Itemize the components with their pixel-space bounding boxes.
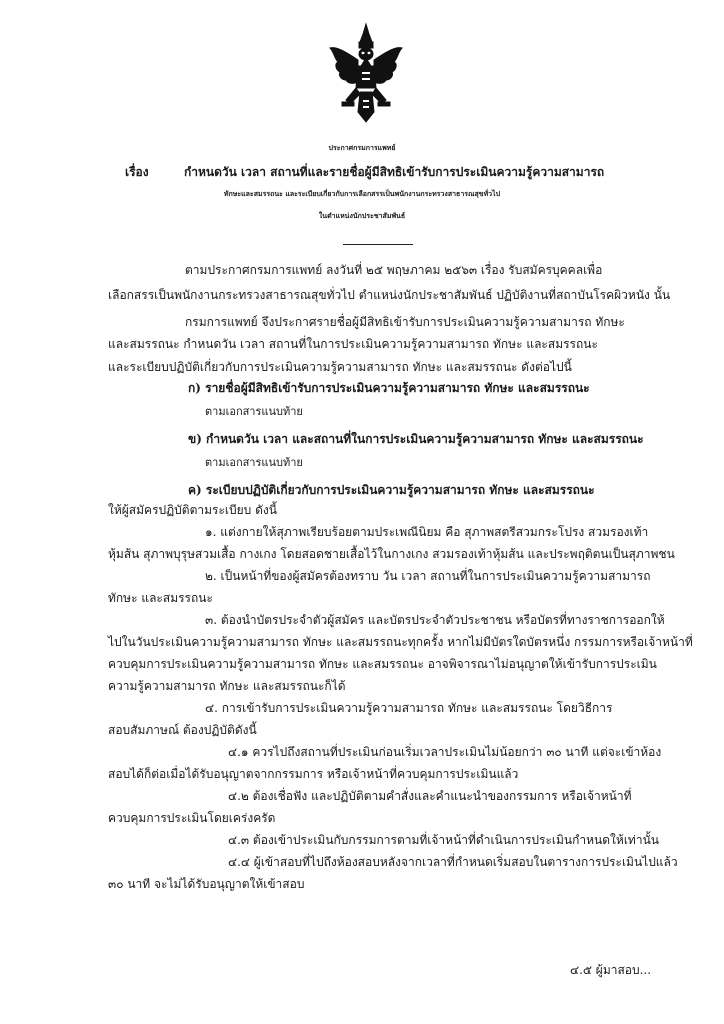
paragraph-2-line-2: และสมรรถนะ กำหนดวัน เวลา สถานที่ในการประเมินความรู้ความสามารถ ทักษะ และสมรรถนะ xyxy=(108,337,598,351)
section-a-heading: ก) รายชื่อผู้มีสิทธิเข้ารับการประเมินความรู้ความสามารถ ทักษะ และสมรรถนะ xyxy=(188,381,590,395)
subject-line-2: ทักษะและสมรรถนะ และระเบียบเกี่ยวกับการเลือกสรรเป็นพนักงานกระทรวงสาธารณสุขทั่วไป xyxy=(223,189,501,198)
item-3-line-4: ความรู้ความสามารถ ทักษะ และสมรรถนะก็ได้ xyxy=(108,679,346,693)
section-b-text: ตามเอกสารแนบท้าย xyxy=(205,456,303,469)
paragraph-1-line-1: ตามประกาศกรมการแพทย์ ลงวันที่ ๒๕ พฤษภาคม ๒๕๖๓ เรื่อง รับสมัครบุคคลเพื่อ xyxy=(185,263,603,277)
section-c-intro: ให้ผู้สมัครปฏิบัติตามระเบียบ ดังนี้ xyxy=(108,503,277,517)
section-b-heading: ข) กำหนดวัน เวลา และสถานที่ในการประเมินความรู้ความสามารถ ทักษะ และสมรรถนะ xyxy=(188,432,644,446)
item-4-2-line-1: ๔.๒ ต้องเชื่อฟัง และปฏิบัติตามคำสั่งและคำแนะนำของกรรมการ หรือเจ้าหน้าที่ xyxy=(228,789,632,803)
page-continuation: ๔.๕ ผู้มาสอบ... xyxy=(570,963,652,977)
item-1-line-1: ๑. แต่งกายให้สุภาพเรียบร้อยตามประเพณีนิยม คือ สุภาพสตรีสวมกระโปรง สวมรองเท้า xyxy=(205,525,649,539)
item-4-line-1: ๔. การเข้ารับการประเมินความรู้ความสามารถ ทักษะ และสมรรถนะ โดยวิธีการ xyxy=(205,701,613,715)
subject-line-3: ในตำแหน่งนักประชาสัมพันธ์ xyxy=(318,211,406,220)
item-2-line-2: ทักษะ และสมรรถนะ xyxy=(108,591,213,605)
item-4-4-line-1: ๔.๔ ผู้เข้าสอบที่ไปถึงห้องสอบหลังจากเวลาที่กำหนดเริ่มสอบในตารางการประเมินไปแล้ว xyxy=(228,855,678,869)
announcement-title: ประกาศกรมการแพทย์ xyxy=(328,143,396,152)
item-1-line-2: หุ้มส้น สุภาพบุรุษสวมเสื้อ กางเกง โดยสอดชายเสื้อไว้ในกางเกง สวมรองเท้าหุ้มส้น และประพฤติตนเป็นสุภาพชน xyxy=(108,547,675,561)
item-4-line-2: สอบสัมภาษณ์ ต้องปฏิบัติดังนี้ xyxy=(108,723,257,737)
item-4-1-line-1: ๔.๑ ควรไปถึงสถานที่ประเมินก่อนเริ่มเวลาประเมินไม่น้อยกว่า ๓๐ นาที แต่จะเข้าห้อง xyxy=(228,745,662,759)
item-4-3-line-1: ๔.๓ ต้องเข้าประเมินกับกรรมการตามที่เจ้าหน้าที่ดำเนินการประเมินกำหนดให้เท่านั้น xyxy=(228,833,659,847)
item-3-line-3: ควบคุมการประเมินความรู้ความสามารถ ทักษะ และสมรรถนะ อาจพิจารณาไม่อนุญาตให้เข้ารับการประเมิน xyxy=(108,657,657,671)
paragraph-2-line-1: กรมการแพทย์ จึงประกาศรายชื่อผู้มีสิทธิเข้ารับการประเมินความรู้ความสามารถ ทักษะ xyxy=(185,315,625,329)
section-c-heading: ค) ระเบียบปฏิบัติเกี่ยวกับการประเมินความรู้ความสามารถ ทักษะ และสมรรถนะ xyxy=(188,483,595,497)
item-4-2-line-2: ควบคุมการประเมินโดยเคร่งครัด xyxy=(108,811,276,825)
item-3-line-2: ไปในวันประเมินความรู้ความสามารถ ทักษะ และสมรรถนะทุกครั้ง หากไม่มีบัตรใดบัตรหนึ่ง กรรมการหรือเจ้าหน้าที่ xyxy=(108,635,693,649)
section-a-text: ตามเอกสารแนบท้าย xyxy=(205,405,303,418)
subject-label: เรื่อง xyxy=(125,165,149,179)
item-4-1-line-2: สอบได้ก็ต่อเมื่อได้รับอนุญาตจากกรรมการ หรือเจ้าหน้าที่ควบคุมการประเมินแล้ว xyxy=(108,767,519,781)
item-4-4-line-2: ๓๐ นาที จะไม่ได้รับอนุญาตให้เข้าสอบ xyxy=(108,877,305,891)
title-divider xyxy=(343,244,413,245)
paragraph-2-line-3: และระเบียบปฏิบัติเกี่ยวกับการประเมินความรู้ความสามารถ ทักษะ และสมรรถนะ ดังต่อไปนี้ xyxy=(108,360,572,374)
subject-line-1: กำหนดวัน เวลา สถานที่และรายชื่อผู้มีสิทธิเข้ารับการประเมินความรู้ความสามารถ xyxy=(184,165,605,179)
item-3-line-1: ๓. ต้องนำบัตรประจำตัวผู้สมัคร และบัตรประจำตัวประชาชน หรือบัตรที่ทางราชการออกให้ xyxy=(205,613,665,627)
paragraph-1-line-2: เลือกสรรเป็นพนักงานกระทรวงสาธารณสุขทั่วไป ตำแหน่งนักประชาสัมพันธ์ ปฏิบัติงานที่สถาบันโรคผิวหนัง นั้น xyxy=(108,288,671,302)
item-2-line-1: ๒. เป็นหน้าที่ของผู้สมัครต้องทราบ วัน เวลา สถานที่ในการประเมินความรู้ความสามารถ xyxy=(205,569,651,583)
garuda-emblem-icon xyxy=(328,22,404,126)
